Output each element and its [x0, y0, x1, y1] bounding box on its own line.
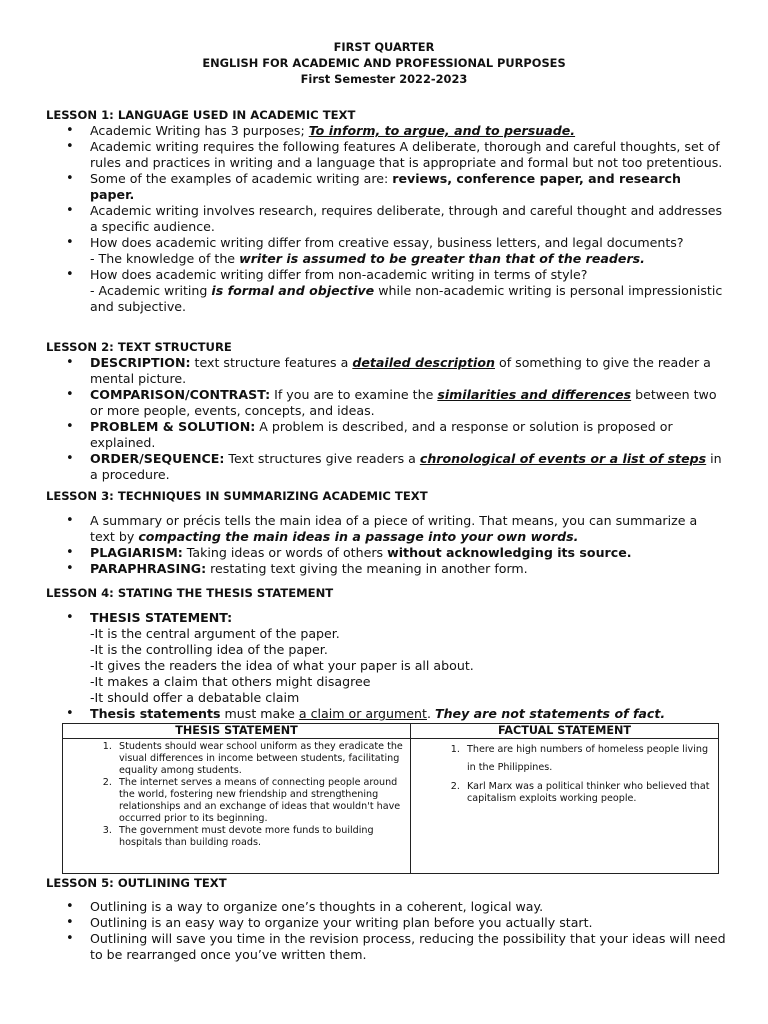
thesis-line: -It makes a claim that others might disagree — [90, 674, 371, 689]
lesson-3-list — [46, 513, 726, 577]
lesson-2-list — [46, 355, 726, 483]
header-semester: First Semester 2022-2023 — [300, 72, 468, 86]
header-quarter: FIRST QUARTER — [333, 40, 435, 54]
list-item: • A summary or précis tells the main idea of a piece of writing. That means, you can summarize a text by compacting the main ideas in a passage into your own words. — [46, 513, 726, 545]
lesson-1-list — [46, 123, 726, 315]
column-header-factual: FACTUAL STATEMENT — [411, 724, 719, 739]
list-item: • Academic writing involves research, requires deliberate, through and careful thought and addresses a specific audience. — [46, 203, 726, 235]
list-item: • PLAGIARISM: Taking ideas or words of others without acknowledging its source. — [46, 545, 726, 561]
list-item: • How does academic writing differ from creative essay, business letters, and legal documents? - The knowledge of the writer is assumed to be greater than that of the readers. — [46, 235, 726, 267]
thesis-line: -It should offer a debatable claim — [90, 690, 300, 705]
list-item: 1. There are high numbers of homeless people living in the Philippines. — [463, 741, 714, 777]
factual-cell — [411, 739, 719, 874]
thesis-line: -It gives the readers the idea of what your paper is all about. — [90, 658, 474, 673]
thesis-line: -It is the controlling idea of the paper. — [90, 642, 328, 657]
list-item: 3. The government must devote more funds to building hospitals than building roads. — [115, 825, 406, 849]
list-item: • PROBLEM & SOLUTION: A problem is described, and a response or solution is proposed or explained. — [46, 419, 726, 451]
lesson-2-title: LESSON 2: TEXT STRUCTURE — [46, 340, 232, 354]
list-item: 2. The internet serves a means of connecting people around the world, fostering new friendship and strengthening relationships and an exchange of ideas that wouldn't have occurred prior to its beginning. — [115, 777, 406, 825]
list-item: • Academic writing requires the following features A deliberate, thorough and careful thoughts, set of rules and practices in writing and a language that is appropriate and formal but not too pretentious. — [46, 139, 726, 171]
table-row — [63, 739, 719, 874]
list-item: • THESIS STATEMENT: -It is the central argument of the paper. -It is the controlling idea of the paper. -It gives the readers the idea of what your paper is all about. -It makes a claim that others might disagree -It should offer a debatable claim — [46, 610, 726, 706]
lesson-5-title: LESSON 5: OUTLINING TEXT — [46, 876, 227, 890]
list-item: • Outlining is an easy way to organize your writing plan before you actually start. — [46, 915, 726, 931]
lesson-4-title: LESSON 4: STATING THE THESIS STATEMENT — [46, 586, 334, 600]
list-item: • Outlining is a way to organize one’s thoughts in a coherent, logical way. — [46, 899, 726, 915]
list-item: • PARAPHRASING: restating text giving the meaning in another form. — [46, 561, 726, 577]
list-item: 1. Students should wear school uniform as they eradicate the visual differences in income between students, facilitating equality among students. — [115, 741, 406, 777]
list-item: • Some of the examples of academic writing are: reviews, conference paper, and research paper. — [46, 171, 726, 203]
list-item: • Thesis statements must make a claim or argument. They are not statements of fact. — [46, 706, 726, 722]
list-item: 2. Karl Marx was a political thinker who believed that capitalism exploits working people. — [463, 781, 714, 805]
document-header — [0, 39, 768, 87]
list-item: • Outlining will save you time in the revision process, reducing the possibility that your ideas will need to be rearranged once you’ve written them. — [46, 931, 726, 963]
thesis-cell — [63, 739, 411, 874]
thesis-line: -It is the central argument of the paper. — [90, 626, 340, 641]
column-header-thesis: THESIS STATEMENT — [63, 724, 411, 739]
header-subject: ENGLISH FOR ACADEMIC AND PROFESSIONAL PURPOSES — [202, 56, 566, 70]
list-item: • Academic Writing has 3 purposes; To inform, to argue, and to persuade. — [46, 123, 726, 139]
list-item: • ORDER/SEQUENCE: Text structures give readers a chronological of events or a list of steps in a procedure. — [46, 451, 726, 483]
thesis-vs-fact-table — [62, 723, 719, 874]
lesson-1-title: LESSON 1: LANGUAGE USED IN ACADEMIC TEXT — [46, 108, 356, 122]
lesson-5-list — [46, 899, 726, 963]
lesson-3-title: LESSON 3: TECHNIQUES IN SUMMARIZING ACADEMIC TEXT — [46, 489, 428, 503]
list-item: • COMPARISON/CONTRAST: If you are to examine the similarities and differences between two or more people, events, concepts, and ideas. — [46, 387, 726, 419]
lesson-4-list — [46, 610, 726, 722]
list-item: • DESCRIPTION: text structure features a detailed description of something to give the reader a mental picture. — [46, 355, 726, 387]
list-item: • How does academic writing differ from non-academic writing in terms of style? - Academic writing is formal and objective while non-academic writing is personal impressionistic and subjective. — [46, 267, 726, 315]
